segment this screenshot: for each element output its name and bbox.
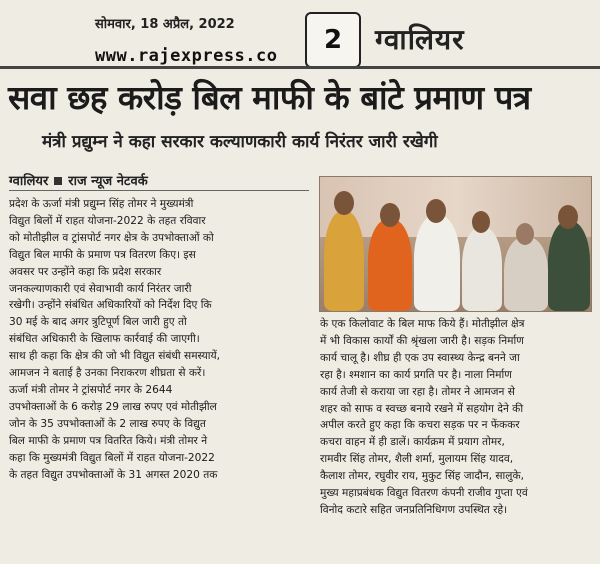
masthead <box>95 8 595 72</box>
dateline-place: ग्वालियर <box>9 174 49 189</box>
article-text-line: साथ ही कहा कि क्षेत्र की जो भी विद्युत संबंधी समस्यायें, <box>9 350 221 363</box>
article-text-line: कचरा वाहन में ही डालें। कार्यक्रम में प्रयाग तोमर, <box>320 436 505 449</box>
dateline <box>9 171 148 189</box>
article-text-line: शहर को साफ व स्वच्छ बनाये रखने में सहयोग देने की <box>320 402 524 415</box>
article-text-line: बिल माफी के प्रमाण पत्र वितरित किये। मंत्री तोमर ने <box>9 434 208 447</box>
person-head <box>472 211 490 233</box>
person-figure <box>462 227 502 311</box>
person-head <box>334 191 354 215</box>
event-photo <box>319 176 592 312</box>
article-text-line: में भी विकास कार्यों की श्रृंखला जारी है। सड़क निर्माण <box>320 334 524 347</box>
article-text-line: 30 मई के बाद अगर त्रुटिपूर्ण बिल जारी हुए तो <box>9 316 187 329</box>
city-section-title: ग्वालियर <box>375 23 465 56</box>
article-text-line: मुख्य महाप्रबंधक विद्युत वितरण कंपनी राजीव गुप्ता एवं <box>320 487 528 500</box>
article-text-line: कार्य तेजी से कराया जा रहा है। तोमर ने आमजन से <box>320 385 515 398</box>
person-figure <box>504 237 548 311</box>
article-text-line: के एक किलोवाट के बिल माफ किये हैं। मोतीझील क्षेत्र <box>320 318 525 330</box>
article-text-line: अवसर पर उन्होंने कहा कि प्रदेश सरकार <box>9 265 162 278</box>
article-column-right <box>320 316 592 519</box>
article-text-line: रामवीर सिंह तोमर, शैली शर्मा, मुलायम सिंह यादव, <box>320 453 514 466</box>
headline: सवा छह करोड़ बिल माफी के बांटे प्रमाण पत्र <box>8 78 531 117</box>
person-head <box>426 199 446 223</box>
article-text-line: अपील करते हुए कहा कि कचरा सड़क पर न फेंककर <box>320 419 520 432</box>
issue-date: सोमवार, 18 अप्रैल, 2022 <box>95 17 235 32</box>
dateline-divider <box>9 190 309 191</box>
person-head <box>516 223 534 245</box>
page-number-box <box>305 12 361 68</box>
article-text-line: ऊर्जा मंत्री तोमर ने ट्रांसपोर्ट नगर के 2644 <box>9 383 173 396</box>
dateline-source: राज न्यूज नेटवर्क <box>68 174 148 189</box>
person-head <box>558 205 578 229</box>
article-text-line: संबंधित अधिकारी के खिलाफ कार्रवाई की जाएगी। <box>9 333 200 346</box>
square-bullet-icon <box>54 177 62 185</box>
article-text-line: के तहत विद्युत उपभोक्ताओं के 31 अगस्त 2020 तक <box>9 468 218 481</box>
person-head <box>380 203 400 227</box>
article-text-line: आमजन ने बताई है उनका निराकरण शीघ्रता से करें। <box>9 367 206 380</box>
person-figure <box>324 211 364 311</box>
article-text-line: विनोद कटारे सहित जनप्रतिनिधिगण उपस्थित रहे। <box>320 503 508 516</box>
page-number: 2 <box>323 25 343 55</box>
person-figure <box>548 221 590 311</box>
article-text-line: रखेगी। उन्होंने संबंधित अधिकारियों को निर्देश दिए कि <box>9 299 212 312</box>
article-text-line: कैलाश तोमर, रघुवीर राय, मुकुट सिंह जादौन, सालुके, <box>320 470 524 483</box>
subheadline: मंत्री प्रद्युम्न ने कहा सरकार कल्याणकारी कार्य निरंतर जारी रखेगी <box>42 132 438 152</box>
article-text-line: विद्युत बिलों में राहत योजना-2022 के तहत रविवार <box>9 214 206 227</box>
masthead-divider <box>0 66 600 69</box>
website-url: www.rajexpress.co <box>95 46 278 66</box>
article-text-line: कार्य चालू है। शीघ्र ही एक उप स्वास्थ्य केन्द्र बनने जा <box>320 351 520 364</box>
article-text-line: उपभोक्ताओं के 6 करोड़ 29 लाख रुपए एवं मोतीझील <box>9 400 217 413</box>
article-text-line: विद्युत बिल माफी के प्रमाण पत्र वितरण किए। इस <box>9 248 196 261</box>
article-text-line: जोन के 35 उपभोक्ताओं के 2 लाख रुपए के विद्युत <box>9 417 206 430</box>
article-text-line: जनकल्याणकारी एवं सेवाभावी कार्य निरंतर जारी <box>9 282 192 295</box>
person-figure <box>414 215 460 311</box>
article-text-line: प्रदेश के ऊर्जा मंत्री प्रद्युम्न सिंह तोमर ने मुख्यमंत्री <box>9 198 194 210</box>
photo-backdrop <box>320 177 591 237</box>
article-text-line: रहा है। श्मशान का कार्य प्रगति पर है। नाला निर्माण <box>320 368 512 381</box>
article-column-left <box>9 196 310 483</box>
article-text-line: कहा कि मुख्यमंत्री विद्युत बिलों में राहत योजना-2022 <box>9 451 215 464</box>
article-text-line: को मोतीझील व ट्रांसपोर्ट नगर क्षेत्र के उपभोक्ताओं को <box>9 231 214 244</box>
person-figure <box>368 219 412 311</box>
